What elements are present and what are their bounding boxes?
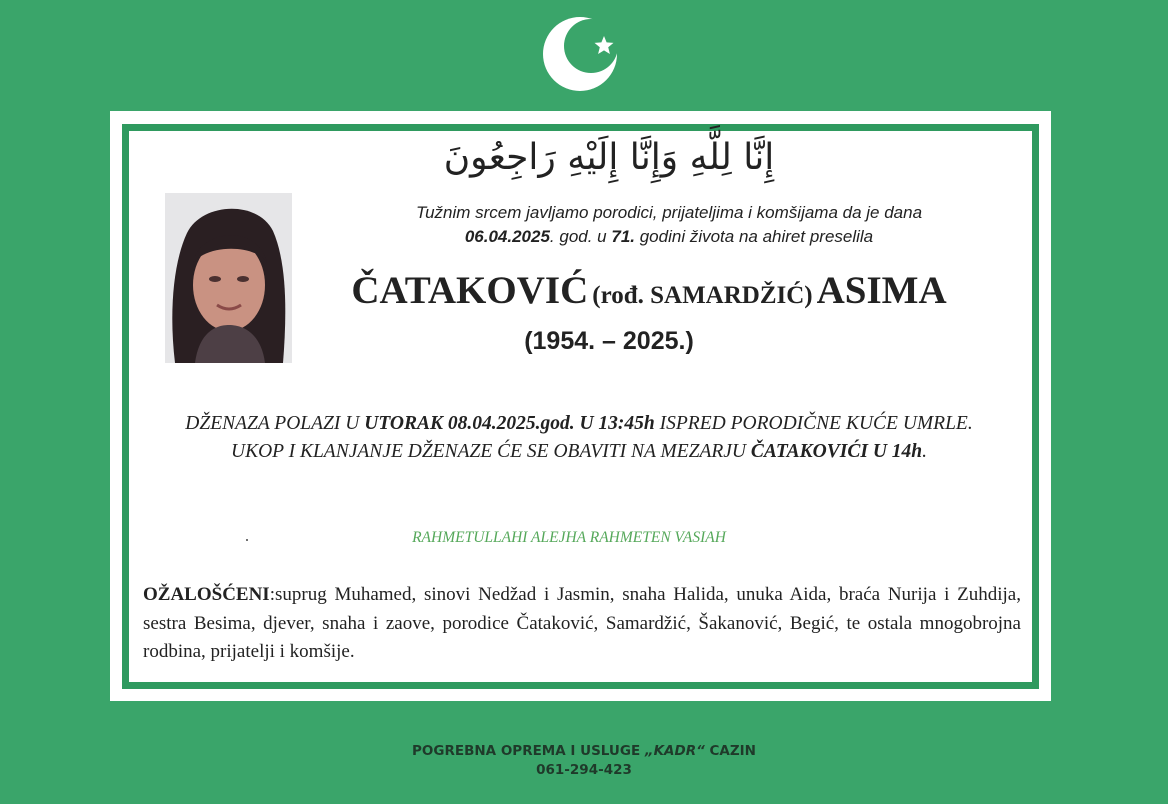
funeral-text-3: . <box>922 441 927 462</box>
given-name: ASIMA <box>816 269 947 312</box>
intro-text <box>319 201 1019 249</box>
life-years: (1954. – 2025.) <box>524 327 694 355</box>
intro-line2 <box>319 225 1019 249</box>
funeral-service-footer <box>384 742 784 780</box>
mourners-label: OŽALOŠĆENI <box>143 584 270 605</box>
service-phone: 061-294-423 <box>536 762 632 778</box>
funeral-datetime: UTORAK 08.04.2025.god. U 13:45h <box>364 413 655 434</box>
card-border <box>122 124 1039 689</box>
deceased-name <box>289 268 1009 313</box>
intro-rest: godini života na ahiret preselila <box>635 227 874 246</box>
service-name <box>384 742 784 761</box>
notice-card <box>110 111 1051 701</box>
mourners-text <box>143 581 1021 667</box>
intro-line1: Tužnim srcem javljamo porodici, prijateljima i komšijama da je dana <box>415 203 923 222</box>
mourners-list: :suprug Muhamed, sinovi Nedžad i Jasmin, snaha Halida, unuka Aida, braća Nurija i Zuhdija, sestra Besima, djever, snaha i zaove, porodice Čataković, Samardžić, Šakanović, Begić, te ostala mnogobrojna rodbina, prijatelji i komšije. <box>143 584 1021 662</box>
service-prefix: POGREBNA OPREMA I USLUGE <box>412 743 645 759</box>
death-date: 06.04.2025 <box>464 227 550 246</box>
portrait-photo <box>165 193 292 363</box>
card-content <box>129 131 1032 682</box>
funeral-text-1: DŽENAZA POLAZI U <box>185 413 365 434</box>
stray-dot <box>246 539 248 541</box>
rahmet-line: RAHMETULLAHI ALEJHA RAHMETEN VASIAH <box>412 529 726 546</box>
maiden-name: (rođ. SAMARDŽIĆ) <box>592 282 813 309</box>
crescent-star-icon <box>538 10 628 100</box>
burial-place: ČATAKOVIĆI U 14h <box>750 441 923 462</box>
funeral-text-2: ISPRED PORODIČNE KUĆE UMRLE. UKOP I KLANJANJE DŽENAZE ĆE SE OBAVITI NA MEZARJU <box>230 413 973 462</box>
surname: ČATAKOVIĆ <box>351 269 589 312</box>
intro-mid: . god. u <box>549 227 612 246</box>
funeral-info <box>159 410 999 466</box>
service-city: CAZIN <box>704 743 756 759</box>
arabic-verse: إِنَّا لِلَّهِ وَإِنَّا إِلَيْهِ رَاجِعُونَ <box>443 137 775 178</box>
age: 71. <box>611 227 635 246</box>
service-brand: „KADR“ <box>644 743 705 759</box>
